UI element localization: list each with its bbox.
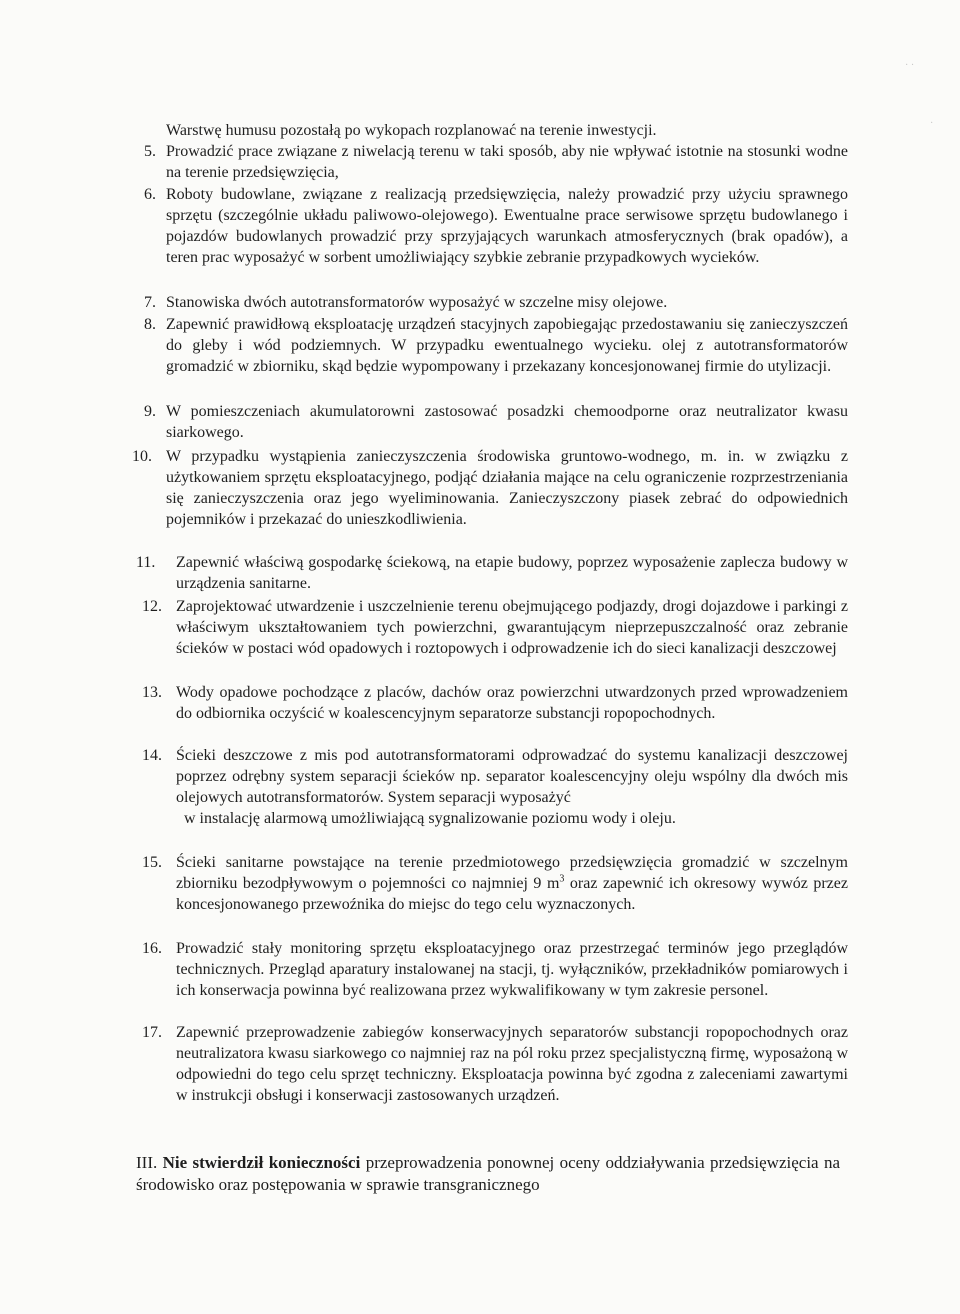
list-item-12 xyxy=(142,596,848,659)
item-text: Zapewnić prawidłową eksploatację urządzeń stacyjnych zapobiegając przedostawaniu się zanieczyszczeń do gleby i wód podziemnych. W przypadku ewentualnego wycieku. olej z autotransformatorów gromadzić w zbiorniku, skąd będzie wypompowany i przekazany koncesjonowanej firmie do utylizacji. xyxy=(166,316,848,375)
item-text: Wody opadowe pochodzące z placów, dachów oraz powierzchni utwardzonych przed wprowadzeniem do odbiornika oczyścić w koalescencyjnym separatorze substancji ropopochodnych. xyxy=(176,684,848,722)
list-item-11 xyxy=(136,552,848,594)
item-number: 7. xyxy=(144,294,156,311)
section-3-paragraph xyxy=(136,1152,840,1196)
item-number: 12. xyxy=(142,598,162,615)
item-number: 8. xyxy=(144,316,156,333)
item-text: Roboty budowlane, związane z realizacją przedsięwzięcia, należy prowadzić przy użyciu sprawnego sprzętu (szczególnie układu paliwowo-olejowego). Ewentualne prace serwisowe sprzętu budowlanego i pojazdów budowlanych prowadzić przy sprzyjających warunkach atmosferycznych (brak opadów), a teren prac wyposażyć w sorbent umożliwiający szybkie zebranie przypadkowych wycieków. xyxy=(166,186,848,266)
item-text-continued: w instalację alarmową umożliwiającą sygnalizowanie poziomu wody i oleju. xyxy=(184,810,676,827)
list-item-16 xyxy=(142,938,848,1001)
item-text: Ścieki deszczowe z mis pod autotransformatorami odprowadzać do systemu kanalizacji deszczowej poprzez odrębny system separacji ścieków np. separator koalescencyjny oleju wspólny dla dwóch mis olejowych autotransformatorów. System separacji wyposażyć xyxy=(176,747,848,806)
list-item-10 xyxy=(132,446,848,530)
item-number: 14. xyxy=(142,747,162,764)
item-text: Prowadzić stały monitoring sprzętu eksploatacyjnego oraz przestrzegać terminów jego przeglądów technicznych. Przegląd aparatury instalowanej na stacji, tj. wyłączników, przekładników pomiarowych i ich konserwacja powinna być realizowana przez wykwalifikowany w tym zakresie personel. xyxy=(176,940,848,999)
item-text: Zaprojektować utwardzenie i uszczelnienie terenu obejmującego podjazdy, drogi dojazdowe i parkingi z właściwym ukształtowaniem tych powierzchni, gwarantującym nieprzepuszczalność oraz zebranie ścieków w postaci wód opadowych i roztopowych i odprowadzenie ich do sieci kanalizacji deszczowej xyxy=(176,598,848,657)
item-text: Prowadzić prace związane z niwelacją terenu w taki sposób, aby nie wpływać istotnie na stosunki wodne na terenie przedsięwzięcia, xyxy=(166,143,848,181)
section-bold-phrase: Nie stwierdził konieczności xyxy=(162,1153,361,1172)
list-item-15 xyxy=(142,852,848,915)
item-number: 5. xyxy=(144,143,156,160)
list-item-14 xyxy=(142,745,848,829)
item-text: Stanowiska dwóch autotransformatorów wyposażyć w szczelne misy olejowe. xyxy=(166,294,668,311)
item-number: 11. xyxy=(136,554,156,571)
section-number: III. xyxy=(136,1153,158,1172)
list-item-5 xyxy=(144,141,848,183)
item-number: 16. xyxy=(142,940,162,957)
list-item-8 xyxy=(144,314,848,377)
item-text: Zapewnić przeprowadzenie zabiegów konserwacyjnych separatorów substancji ropopochodnych oraz neutralizatora kwasu siarkowego co najmniej raz na pól roku przez specjalistyczną firmę, wyposażoną w odpowiedni do tego celu sprzęt techniczny. Eksploatacja powinna być zgodna z zaleceniami zawartymi w instrukcji obsługi i konserwacji zastosowanych urządzeń. xyxy=(176,1024,848,1104)
item-text: Zapewnić właściwą gospodarkę ściekową, na etapie budowy, poprzez wyposażenie zaplecza budowy w urządzenia sanitarne. xyxy=(176,554,848,592)
list-item-9 xyxy=(144,401,848,443)
list-item-6 xyxy=(144,184,848,268)
intro-paragraph: Warstwę humusu pozostałą po wykopach rozplanować na terenie inwestycji. xyxy=(166,122,657,139)
scan-speck: · · xyxy=(905,60,915,71)
section-text: przeprowadzenia ponownej oceny oddziaływania przedsięwzięcia na środowisko oraz postępowania w sprawie transgranicznego xyxy=(136,1153,841,1194)
item-number: 15. xyxy=(142,854,162,871)
superscript-3: 3 xyxy=(559,873,565,885)
item-number: 6. xyxy=(144,186,156,203)
list-item-13 xyxy=(142,682,848,724)
item-text: W pomieszczeniach akumulatorowni zastosować posadzki chemoodporne oraz neutralizator kwasu siarkowego. xyxy=(166,403,848,441)
item-number: 9. xyxy=(144,403,156,420)
item-text: W przypadku wystąpienia zanieczyszczenia środowiska gruntowo-wodnego, m. in. w związku z użytkowaniem sprzętu eksploatacyjnego, podjąć działania mające na celu ograniczenie rozprzestrzeniania się zanieczyszczenia oraz jego wyeliminowania. Zanieczyszczony piasek zebrać do odpowiednich pojemników i przekazać do unieszkodliwienia. xyxy=(166,448,848,528)
item-number: 17. xyxy=(142,1024,162,1041)
scan-speck: · xyxy=(930,118,934,129)
item-number: 10. xyxy=(132,448,152,465)
list-item-17 xyxy=(142,1022,848,1106)
item-text xyxy=(176,852,848,915)
item-text-part: oraz zapewnić ich okresowy wywóz przez koncesjonowanego przewoźnika do miejsc do tego celu wyznaczonych. xyxy=(176,875,848,913)
list-item-7 xyxy=(144,292,848,313)
item-text-part: Ścieki sanitarne powstające na terenie przedmiotowego przedsięwzięcia gromadzić w szczelnym zbiorniku bezodpływowym o pojemności co najmniej 9 m xyxy=(176,854,848,892)
item-number: 13. xyxy=(142,684,162,701)
